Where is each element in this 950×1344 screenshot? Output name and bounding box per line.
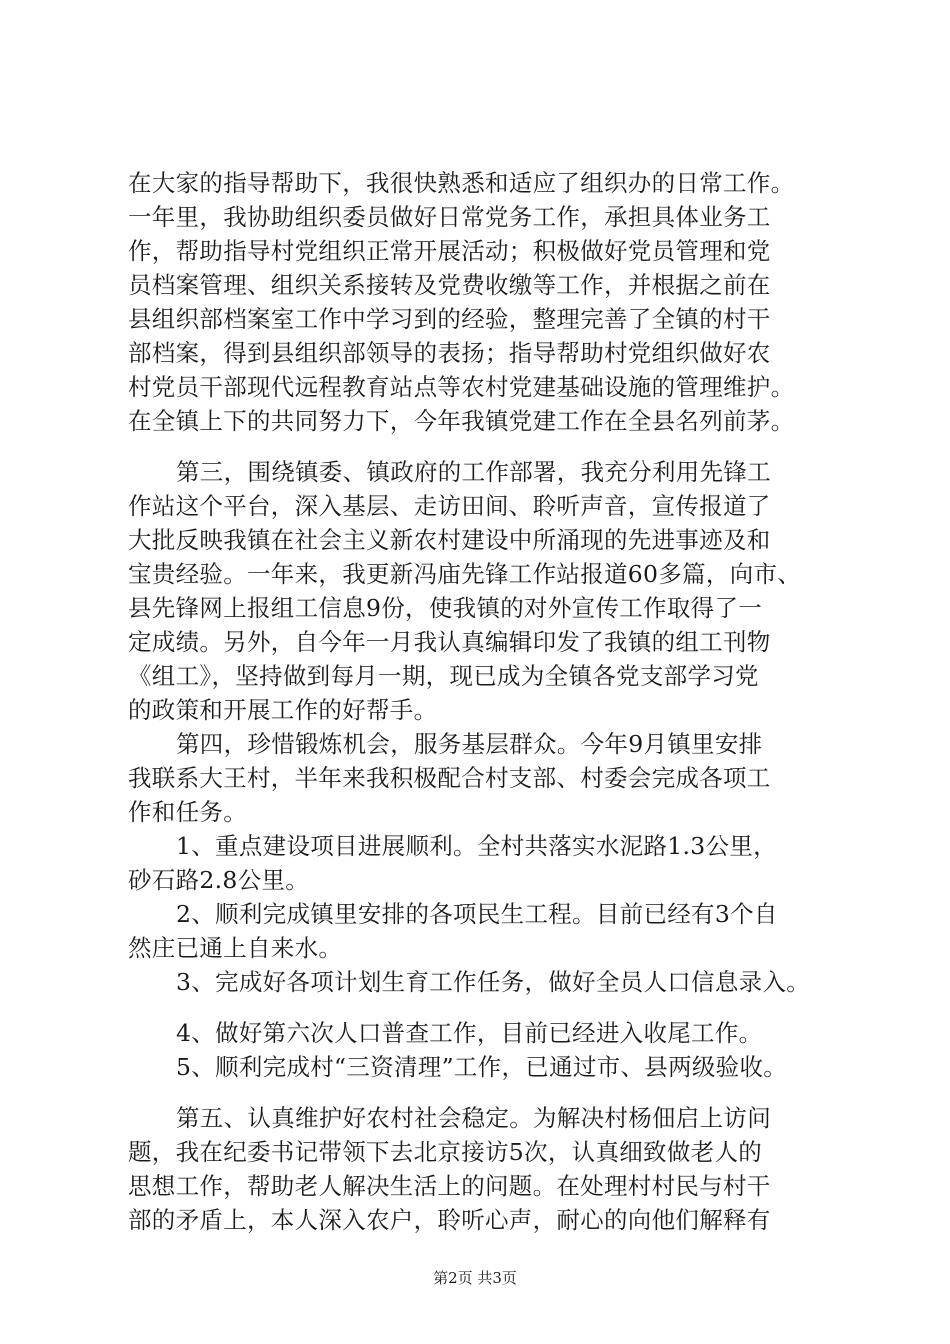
text-line: 一年里，我协助组织委员做好日常党务工作，承担具体业务工	[128, 203, 771, 231]
text-line: 大批反映我镇在社会主义新农村建设中所涌现的先进事迹及和	[128, 526, 771, 554]
list-item: 4、做好第六次人口普查工作，目前已经进入收尾工作。	[176, 1019, 763, 1047]
text-line: 在大家的指导帮助下，我很快熟悉和适应了组织办的日常工作。	[128, 169, 795, 197]
text-line: 作站这个平台，深入基层、走访田间、聆听声音，宣传报道了	[128, 492, 771, 520]
list-item-continuation: 然庄已通上自来水。	[128, 934, 343, 962]
list-item: 5、顺利完成村“三资清理”工作，已通过市、县两级验收。	[176, 1053, 788, 1081]
text-line: 题，我在纪委书记带领下去北京接访5次，认真细致做老人的	[128, 1138, 763, 1166]
list-item-continuation: 砂石路2.8公里。	[128, 866, 310, 894]
text-line: 县组织部档案室工作中学习到的经验，整理完善了全镇的村干	[128, 305, 771, 333]
text-line: 村党员干部现代远程教育站点等农村党建基础设施的管理维护。	[128, 373, 795, 401]
list-item: 1、重点建设项目进展顺利。全村共落实水泥路1.3公里，	[176, 832, 777, 860]
paragraph-fourth-first-line: 第四，珍惜锻炼机会，服务基层群众。今年9月镇里安排	[176, 730, 763, 758]
text-line: 定成绩。另外，自今年一月我认真编辑印发了我镇的组工刊物	[128, 628, 771, 656]
list-item: 2、顺利完成镇里安排的各项民生工程。目前已经有3个自	[176, 900, 778, 928]
page-footer: 第2页 共3页	[433, 1269, 517, 1287]
text-line: 宝贵经验。一年来，我更新冯庙先锋工作站报道60多篇，向市、	[128, 560, 802, 588]
paragraph-fifth-first-line: 第五、认真维护好农村社会稳定。为解决村杨佃启上访问	[176, 1104, 771, 1132]
text-line: 我联系大王村，半年来我积极配合村支部、村委会完成各项工	[128, 764, 771, 792]
text-line: 作，帮助指导村党组织正常开展活动；积极做好党员管理和党	[128, 237, 771, 265]
text-line: 员档案管理、组织关系接转及党费收缴等工作，并根据之前在	[128, 271, 771, 299]
text-line: 部的矛盾上，本人深入农户，聆听心声，耐心的向他们解释有	[128, 1206, 771, 1234]
text-line: 作和任务。	[128, 798, 247, 826]
text-line: 在全镇上下的共同努力下，今年我镇党建工作在全县名列前茅。	[128, 407, 795, 435]
text-line: 县先锋网上报组工信息9份，使我镇的对外宣传工作取得了一	[128, 594, 763, 622]
text-line: 《组工》，坚持做到每月一期，现已成为全镇各党支部学习党	[128, 662, 759, 690]
paragraph-third-first-line: 第三，围绕镇委、镇政府的工作部署，我充分利用先锋工	[176, 458, 771, 486]
text-line: 部档案，得到县组织部领导的表扬；指导帮助村党组织做好农	[128, 339, 771, 367]
list-item: 3、完成好各项计划生育工作任务，做好全员人口信息录入。	[176, 968, 811, 996]
text-line: 的政策和开展工作的好帮手。	[128, 696, 438, 724]
text-line: 思想工作，帮助老人解决生活上的问题。在处理村村民与村干	[128, 1172, 771, 1200]
